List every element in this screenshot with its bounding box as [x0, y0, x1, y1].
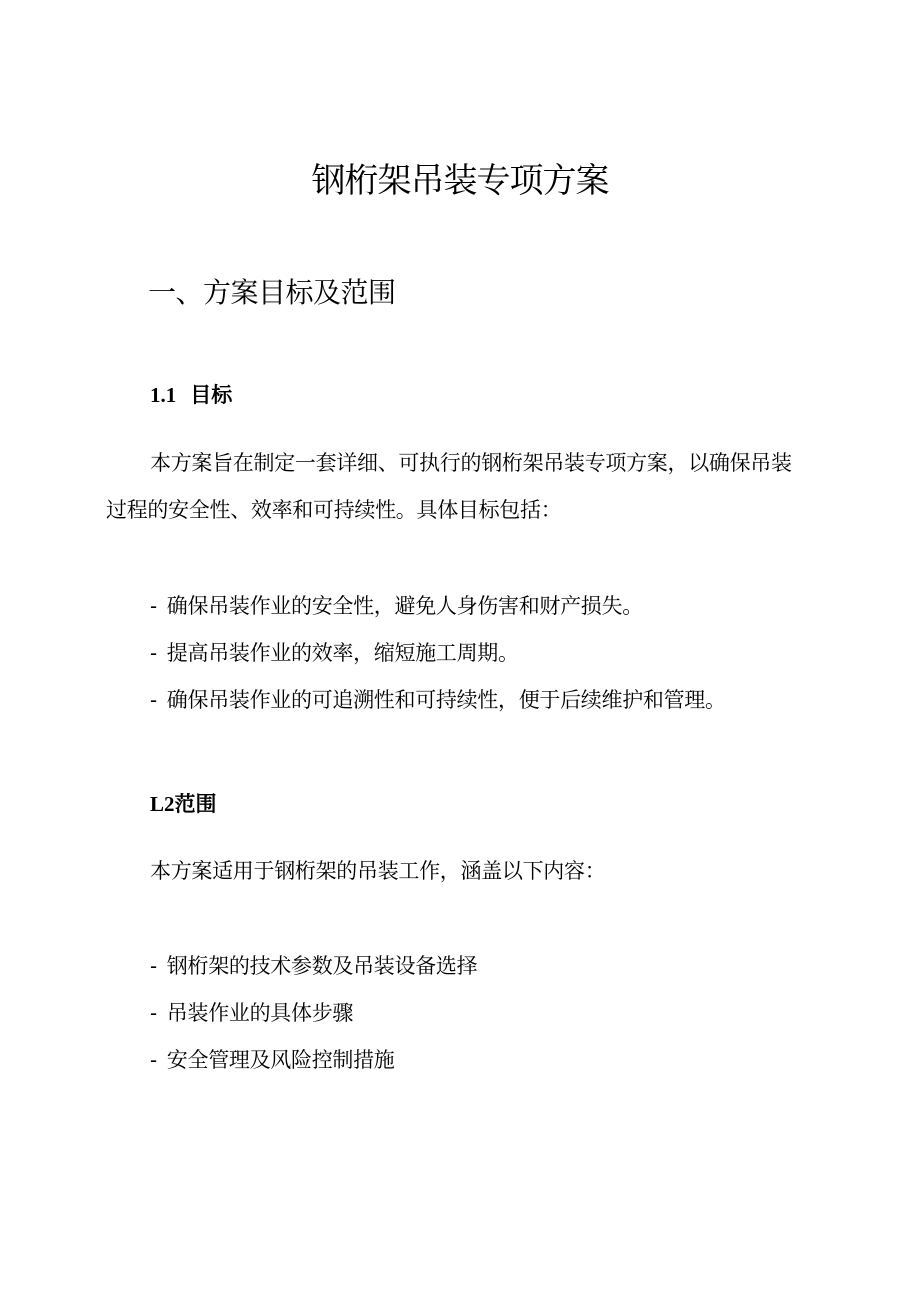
bullet-marker: - [150, 1001, 157, 1025]
list-item-text: 确保吊装作业的可追溯性和可持续性，便于后续维护和管理。 [166, 688, 726, 712]
list-item-text: 安全管理及风险控制措施 [166, 1048, 395, 1072]
list-item-text: 钢桁架的技术参数及吊装设备选择 [166, 954, 478, 978]
bullet-marker: - [150, 954, 157, 978]
bullet-marker: - [150, 594, 157, 618]
list-item-text: 提高吊装作业的效率，缩短施工周期。 [166, 641, 519, 665]
document-title: 钢桁架吊装专项方案 [311, 161, 609, 201]
subsection-number: 1.1 [150, 383, 177, 407]
subsection-title: 目标 [190, 383, 233, 407]
bullet-marker: - [150, 1048, 157, 1072]
scope-paragraph: 本方案适用于钢桁架的吊装工作，涵盖以下内容： [150, 859, 606, 883]
bullet-marker: - [150, 688, 157, 712]
subsection-heading-goal [150, 380, 232, 410]
list-item [150, 591, 643, 621]
list-item [150, 951, 477, 981]
section-heading: 一、方案目标及范围 [148, 276, 396, 309]
list-item [150, 638, 519, 668]
subsection-title: 范围 [174, 792, 217, 816]
list-item-text: 确保吊装作业的安全性，避免人身伤害和财产损失。 [166, 594, 643, 618]
list-item [150, 1045, 395, 1075]
list-item [150, 685, 726, 715]
goal-paragraph: 本方案旨在制定一套详细、可执行的钢桁架吊装专项方案，以确保吊装过程的安全性、效率和可持续性。具体目标包括： [106, 451, 792, 522]
bullet-marker: - [150, 641, 157, 665]
subsection-heading-scope [150, 789, 217, 819]
list-item [150, 998, 353, 1028]
subsection-number: L2 [150, 792, 175, 816]
list-item-text: 吊装作业的具体步骤 [166, 1001, 354, 1025]
